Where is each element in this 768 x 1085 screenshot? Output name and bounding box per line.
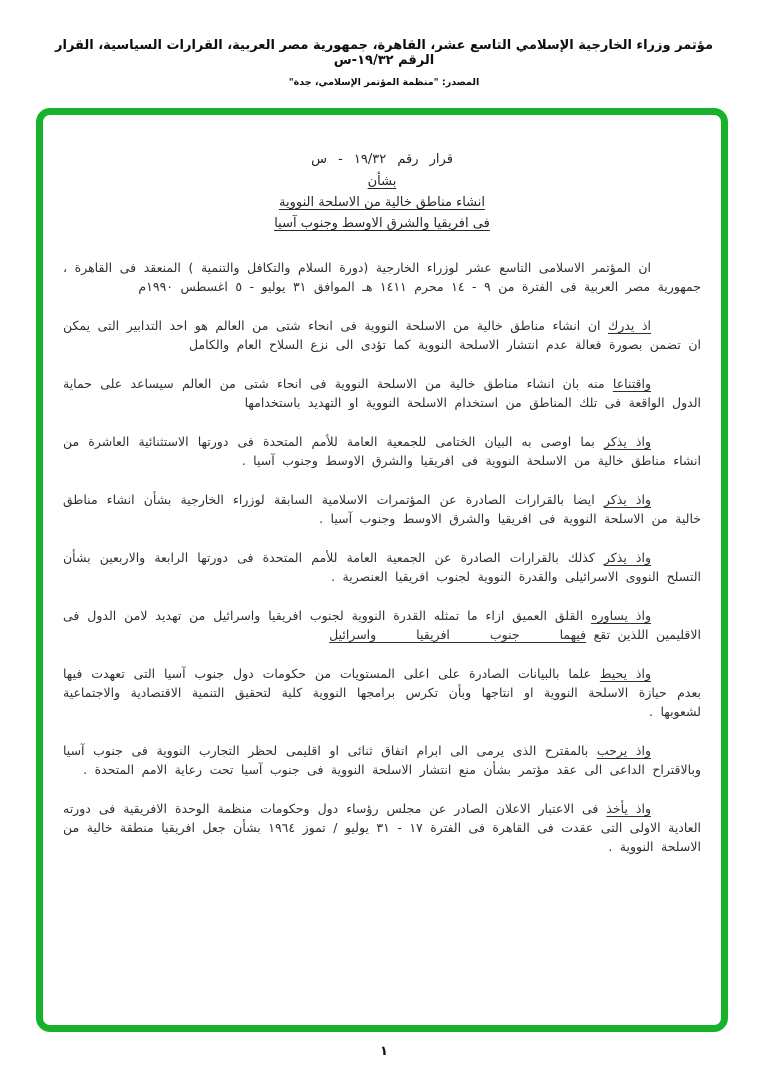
resolution-title-block <box>63 149 701 234</box>
paragraph-lead-phrase: واقتناعا <box>612 376 651 391</box>
paragraph-lead-phrase: واذ يحيط <box>599 666 651 681</box>
paragraph-lead-phrase: واذ يأخذ <box>606 801 651 816</box>
document-paragraph: واذ يذكر ايضا بالقرارات الصادرة عن المؤتمرات الاسلامية السابقة لوزراء الخارجية بشأن انشاء مناطق خالية من الاسلحة النووية فى افريقيا والشرق الاوسط وجنوب آسيا . <box>63 492 701 526</box>
paragraph-lead-phrase: واذ يرحب <box>596 743 651 758</box>
scanned-document <box>43 115 721 856</box>
citation-title: مؤتمر وزراء الخارجية الإسلامي التاسع عشر، القاهرة، جمهورية مصر العربية، القرارات السياسية، القرار الرقم ١٩/٣٢-س <box>55 38 713 68</box>
document-paragraph: واذ يحيط علما بالبيانات الصادرة على اعلى المستويات من حكومات دول جنوب آسيا التى تعهدت فيها بعدم حيازة الاسلحة النووية او انتاجها وبأن تكرس برامجها النووية كلية لتحقيق التنمية الاقتصادية والاجتماعية لشعوبها . <box>63 666 701 719</box>
paragraph-lead-phrase: واذ يذكر <box>603 434 651 449</box>
resolution-subject-line2: فى افريقيا والشرق الاوسط وجنوب آسيا <box>274 216 490 231</box>
document-paragraph: اذ يدرك ان انشاء مناطق خالية من الاسلحة النووية فى انحاء شتى من العالم هو احد التدابير التى يمكن ان تضمن بصورة فعالة عدم انتشار الاسلحة النووية كما تؤدى الى نزع السلاح العام والكامل <box>63 318 701 352</box>
document-paragraph: واقتناعا منه بان انشاء مناطق خالية من الاسلحة النووية فى انحاء شتى من العالم سيساعد على حماية الدول الواقعة فى تلك المناطق من استخدام الاسلحة النووية او التهديد باستخدامها <box>63 376 701 410</box>
scan-frame-border <box>36 108 728 1032</box>
document-paragraphs <box>63 258 701 856</box>
paragraph-lead-phrase: واذ يساوره <box>590 608 651 623</box>
document-paragraph: واذ يرحب بالمقترح الذى يرمى الى ابرام اتفاق ثنائى او اقليمى لحظر التجارب النووية فى جنوب آسيا وبالاقتراح الداعى الى عقد مؤتمر بشأن منع انتشار الاسلحة النووية فى جنوب آسيا تحت رعاية الامم المتحدة . <box>63 743 701 777</box>
document-paragraph: واذ يذكر كذلك بالقرارات الصادرة عن الجمعية العامة للأمم المتحدة فى دورتها الرابعة والاربعين بشأن التسلح النووى الاسرائيلى والقدرة النووية لجنوب افريقيا العنصرية . <box>63 550 701 584</box>
paragraph-lead-phrase: واذ يذكر <box>603 492 652 507</box>
resolution-subject-line1: انشاء مناطق خالية من الاسلحة النووية <box>279 195 485 210</box>
document-paragraph: واذ يذكر بما اوصى به البيان الختامى للجمعية العامة للأمم المتحدة فى دورتها الاستثنائية العاشرة من انشاء مناطق خالية من الاسلحة النووية فى افريقيا والشرق الاوسط وجنوب آسيا . <box>63 434 701 468</box>
document-paragraph: واذ يأخذ فى الاعتبار الاعلان الصادر عن مجلس رؤساء دول وحكومات منظمة الوحدة الافريقية فى دورته العادية الاولى التى عقدت فى القاهرة فى الفترة ١٧ - ٣١ يوليو / تموز ١٩٦٤ بشأن جعل افريقيا منطقة خالية من الاسلحة النووية . <box>63 801 701 854</box>
resolution-number-line: قرار رقم ١٩/٣٢ - س <box>311 152 453 167</box>
document-paragraph: واذ يساوره القلق العميق ازاء ما تمثله القدرة النووية لجنوب افريقيا واسرائيل من تهديد لامن الدول فى الاقليمين اللذين تقع فيهما جنوب افريقيا واسرائيل <box>63 608 701 642</box>
page-number: ١ <box>380 1044 388 1059</box>
paragraph-emphasized-tail: فيهما جنوب افريقيا واسرائيل <box>329 627 587 642</box>
citation-source: المصدر: "منظمة المؤتمر الإسلامي، جدة" <box>288 77 480 88</box>
citation-header <box>0 0 768 88</box>
resolution-subject-label: بشأن <box>367 174 397 189</box>
paragraph-lead-phrase: اذ يدرك <box>608 318 651 333</box>
document-paragraph: ان المؤتمر الاسلامى التاسع عشر لوزراء الخارجية (دورة السلام والتكافل والتنمية ) المنعقد فى القاهرة ، جمهورية مصر العربية فى الفترة من ٩ - ١٤ محرم ١٤١١ هـ الموافق ٣١ يوليو - ٥ اغسطس ١٩٩٠م <box>63 260 701 294</box>
paragraph-lead-phrase: واذ يذكر <box>603 550 651 565</box>
